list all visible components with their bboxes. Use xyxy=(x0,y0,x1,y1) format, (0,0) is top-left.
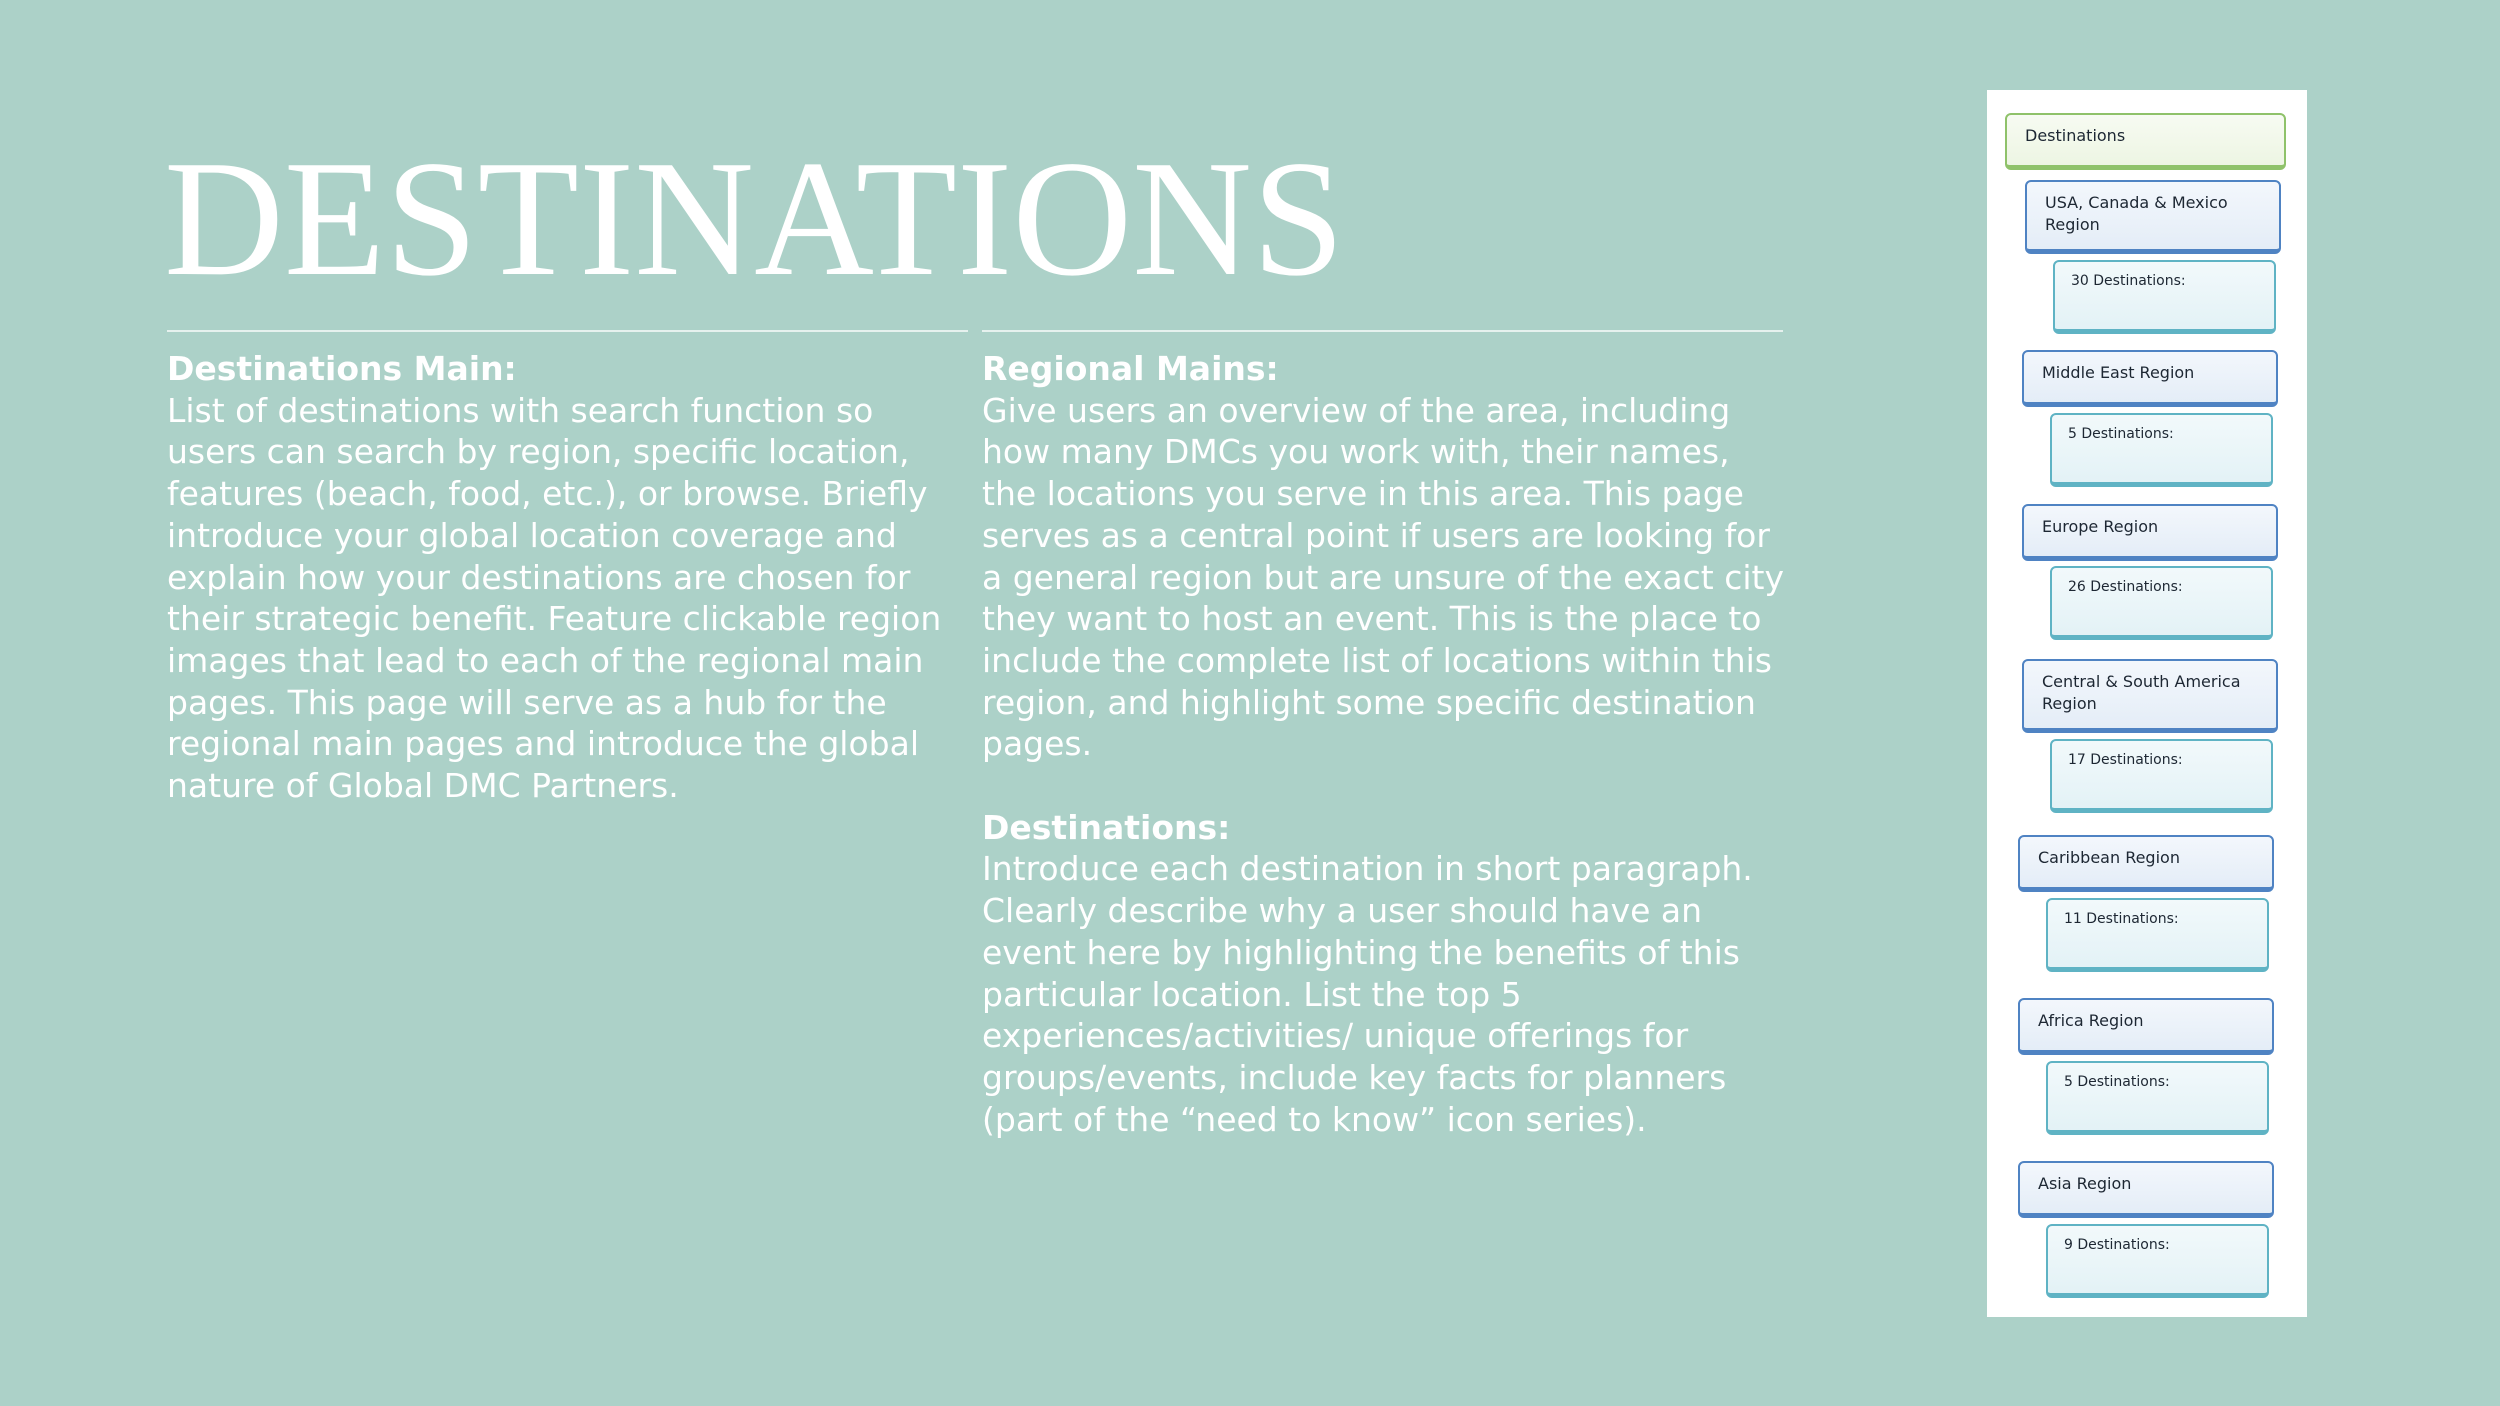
sitemap-panel xyxy=(1987,90,2307,1317)
destinations-main-body: List of destinations with search function so users can search by region, specific location, features (beach, food, etc.), or browse. Briefly introduce your global location coverage and explain how your destinations are chosen for their strategic benefit. Feature clickable region images that lead to each of the regional main pages. This page will serve as a hub for the regional main pages and introduce the global nature of Global DMC Partners. xyxy=(167,390,942,806)
regional-mains-body: Give users an overview of the area, including how many DMCs you work with, their names, the locations you serve in this area. This page serves as a central point if users are looking for a general region but are unsure of the exact city they want to host an event. This is the place to include the complete list of locations within this region, and highlight some specific destination pages. xyxy=(982,390,1784,764)
destinations-body: Introduce each destination in short paragraph. Clearly describe why a user should have an event here by highlighting the benefits of this particular location. List the top 5 experiences/activities/ unique offerings for groups/events, include key facts for planners (part of the “need to know” icon series). xyxy=(982,849,1753,1139)
section-spacer xyxy=(982,765,1787,807)
sitemap-region-central-south-america[interactable]: Central & South America Region xyxy=(2022,659,2278,733)
sitemap-region-asia[interactable]: Asia Region xyxy=(2018,1161,2274,1218)
left-divider xyxy=(167,330,968,332)
page-title: DESTINATIONS xyxy=(164,126,1345,310)
destinations-heading: Destinations: xyxy=(982,807,1231,847)
sitemap-count-usa-canada-mexico[interactable]: 30 Destinations: xyxy=(2053,260,2276,334)
sitemap-region-caribbean[interactable]: Caribbean Region xyxy=(2018,835,2274,892)
sitemap-count-caribbean[interactable]: 11 Destinations: xyxy=(2046,898,2269,972)
sitemap-count-europe[interactable]: 26 Destinations: xyxy=(2050,566,2273,640)
regional-section xyxy=(982,348,1787,1140)
sitemap-region-europe[interactable]: Europe Region xyxy=(2022,504,2278,561)
sitemap-count-africa[interactable]: 5 Destinations: xyxy=(2046,1061,2269,1135)
destinations-main-section xyxy=(167,348,970,807)
right-divider xyxy=(982,330,1783,332)
sitemap-root-node[interactable]: Destinations xyxy=(2005,113,2286,170)
sitemap-region-africa[interactable]: Africa Region xyxy=(2018,998,2274,1055)
sitemap-region-usa-canada-mexico[interactable]: USA, Canada & Mexico Region xyxy=(2025,180,2281,254)
sitemap-count-central-south-america[interactable]: 17 Destinations: xyxy=(2050,739,2273,813)
regional-mains-heading: Regional Mains: xyxy=(982,349,1279,388)
sitemap-count-middle-east[interactable]: 5 Destinations: xyxy=(2050,413,2273,487)
destinations-main-heading: Destinations Main: xyxy=(167,349,517,388)
sitemap-count-asia[interactable]: 9 Destinations: xyxy=(2046,1224,2269,1298)
sitemap-region-middle-east[interactable]: Middle East Region xyxy=(2022,350,2278,407)
